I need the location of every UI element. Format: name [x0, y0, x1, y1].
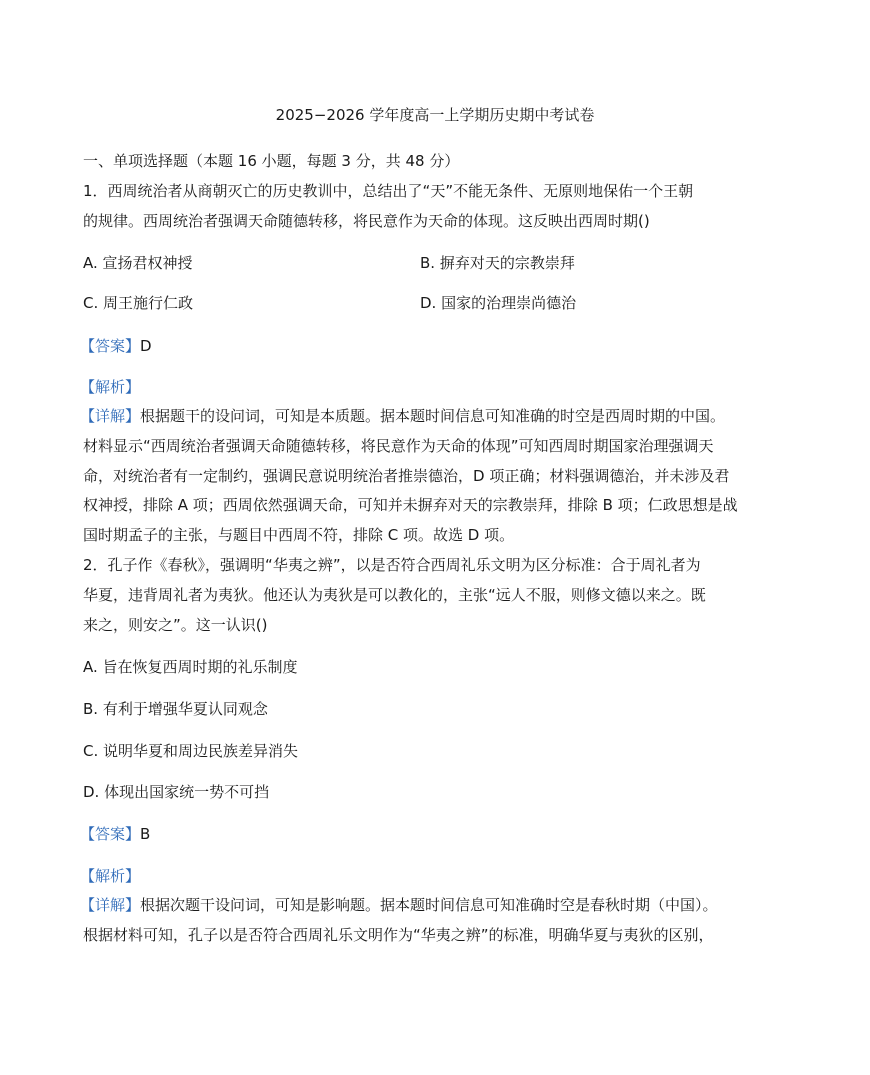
q2-option-c: C. 说明华夏和周边民族差异消失 [83, 742, 299, 760]
q1-stem-line1: 1．西周统治者从商朝灭亡的历史教训中，总结出了“天”不能无条件、无原则地保佑一个王朝 [83, 182, 694, 200]
q1-answer-label: 【答案】 [80, 337, 141, 355]
q2-answer-label: 【答案】 [80, 825, 141, 843]
q1-detail-line5: 国时期孟子的主张，与题目中西周不符，排除 C 项。故选 D 项。 [83, 526, 515, 544]
q1-answer-value: D [140, 337, 152, 355]
q1-stem-line2: 的规律。西周统治者强调天命随德转移，将民意作为天命的体现。这反映出西周时期() [83, 212, 650, 230]
q1-analysis-heading [80, 376, 140, 398]
q2-stem-line2: 华夏，违背周礼者为夷狄。他还认为夷狄是可以教化的，主张“远人不服，则修文德以来之。既 [83, 586, 706, 604]
q2-option-d: D. 体现出国家统一势不可挡 [83, 783, 270, 801]
q1-detail-line2: 材料显示“西周统治者强调天命随德转移，将民意作为天命的体现”可知西周时期国家治理强调天 [83, 437, 714, 455]
q2-stem-line1: 2．孔子作《春秋》，强调明“华夷之辨”，以是否符合西周礼乐文明为区分标准：合于周礼者为 [83, 556, 701, 574]
q1-detail-line1 [80, 405, 725, 427]
q2-answer-value: B [140, 825, 151, 843]
q2-detail-line1 [80, 894, 718, 916]
q2-analysis-heading [80, 865, 140, 887]
q2-stem-line3: 来之，则安之”。这一认识() [83, 616, 268, 634]
q1-option-d: D. 国家的治理崇尚德治 [420, 294, 577, 312]
q1-detail-text1: 根据题干的设问词，可知是本质题。据本题时间信息可知准确的时空是西周时期的中国。 [140, 407, 726, 425]
section-heading: 一、单项选择题（本题 16 小题，每题 3 分，共 48 分） [83, 152, 460, 170]
q1-option-a: A. 宣扬君权神授 [83, 254, 193, 272]
q2-detail-text1: 根据次题干设问词，可知是影响题。据本题时间信息可知准确时空是春秋时期（中国）。 [140, 896, 718, 914]
q1-option-b: B. 摒弃对天的宗教崇拜 [420, 254, 575, 272]
q1-detail-line4: 权神授，排除 A 项；西周依然强调天命，可知并未摒弃对天的宗教崇拜，排除 B 项；仁政思想是战 [83, 496, 738, 514]
q1-answer [80, 335, 152, 357]
q2-detail-line2: 根据材料可知，孔子以是否符合西周礼乐文明作为“华夷之辨”的标准，明确华夏与夷狄的区别， [83, 926, 714, 944]
q1-detail-line3: 命，对统治者有一定制约，强调民意说明统治者推崇德治，D 项正确；材料强调德治，并未涉及君 [83, 467, 730, 485]
q1-analysis-label: 【解析】 [80, 378, 141, 396]
q1-option-c: C. 周王施行仁政 [83, 294, 194, 312]
q2-analysis-label: 【解析】 [80, 867, 141, 885]
q2-answer [80, 823, 150, 845]
q2-option-b: B. 有利于增强华夏认同观念 [83, 700, 268, 718]
q2-option-a: A. 旨在恢复西周时期的礼乐制度 [83, 658, 298, 676]
exam-title: 2025−2026 学年度高一上学期历史期中考试卷 [275, 106, 595, 124]
q1-detail-label: 【详解】 [80, 407, 141, 425]
q2-detail-label: 【详解】 [80, 896, 141, 914]
